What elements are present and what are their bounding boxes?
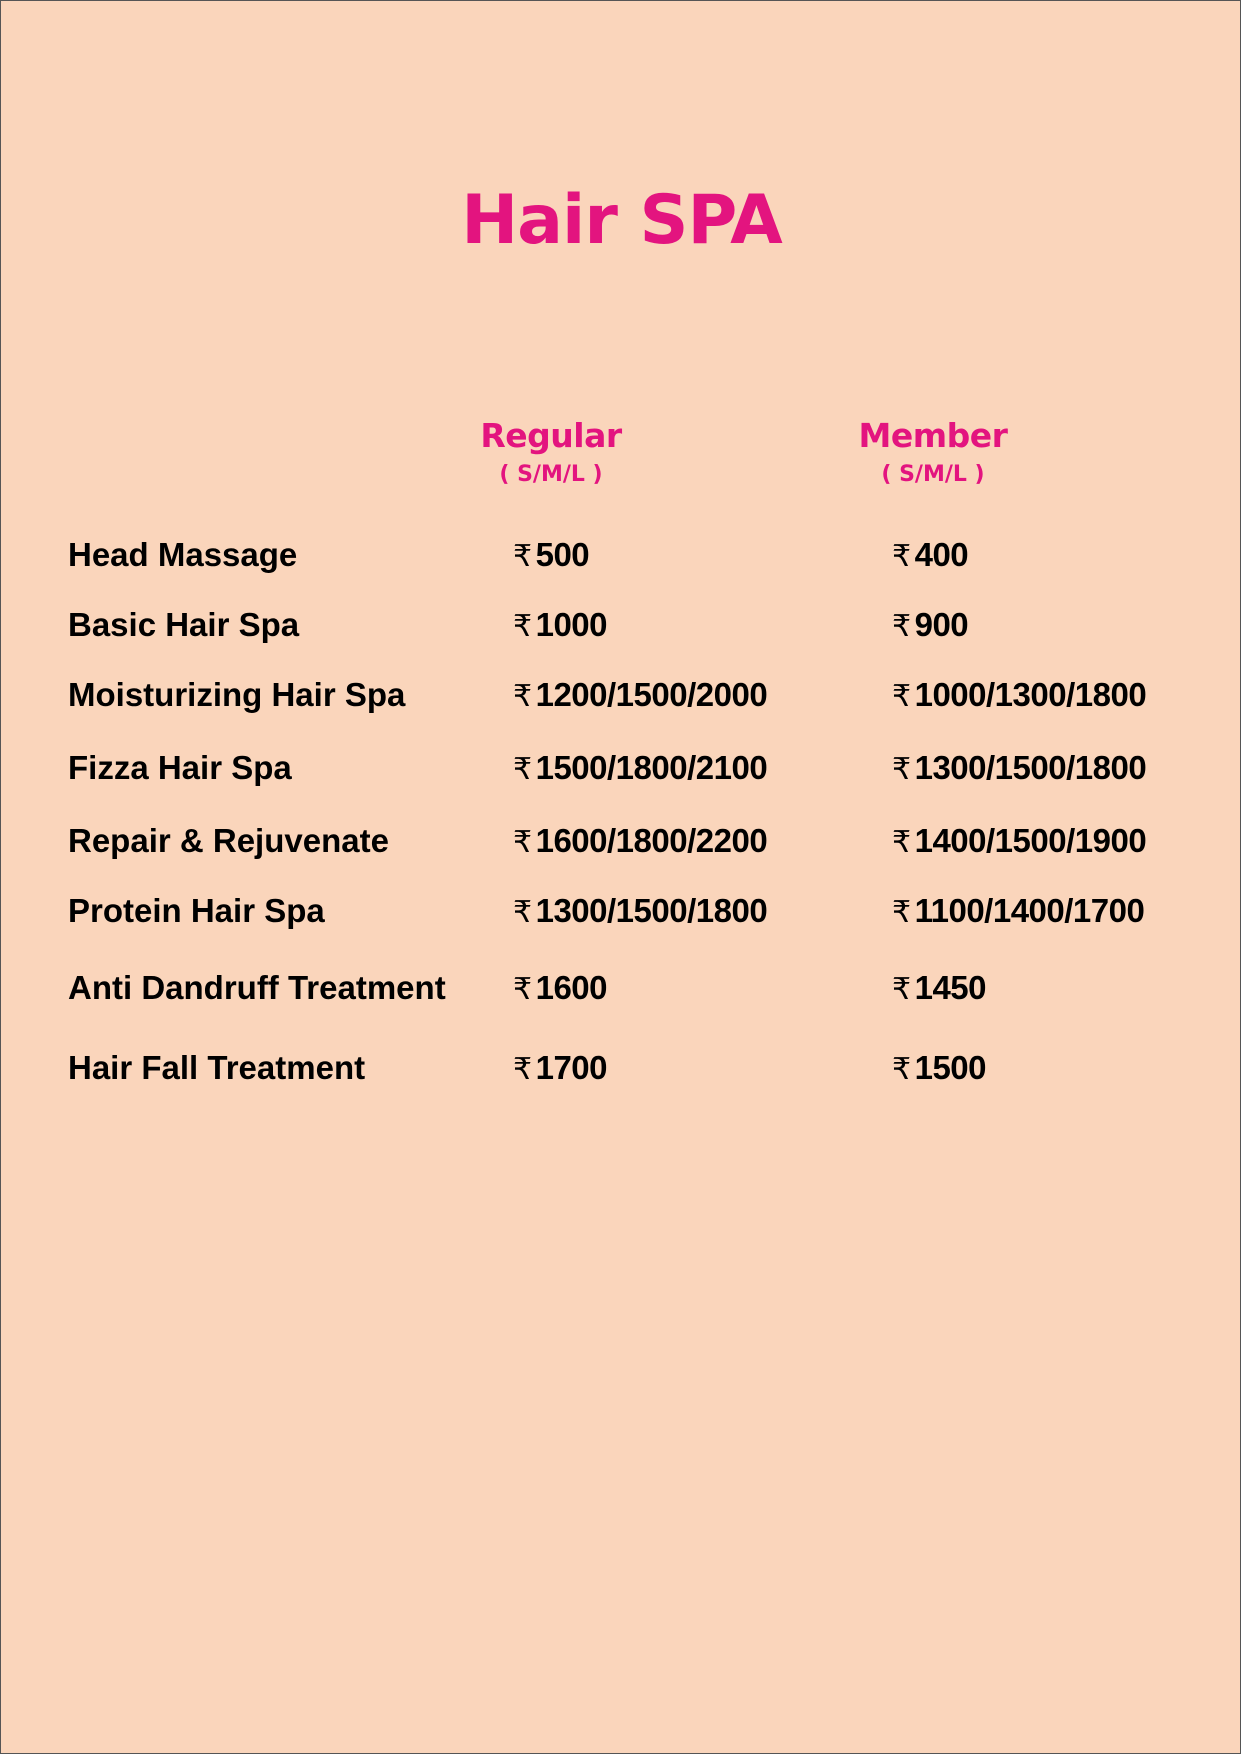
service-name: Moisturizing Hair Spa <box>68 676 406 713</box>
rupee-icon: ₹ <box>513 972 532 1007</box>
regular-price <box>513 819 767 865</box>
service-name: Repair & Rejuvenate <box>68 822 389 859</box>
rupee-icon: ₹ <box>892 895 911 930</box>
member-price <box>892 673 1146 719</box>
service-row <box>1 966 1241 1010</box>
member-price-value: 1000/1300/1800 <box>914 676 1147 713</box>
member-price <box>892 966 986 1012</box>
service-name: Anti Dandruff Treatment <box>68 969 446 1006</box>
member-price-value: 1100/1400/1700 <box>914 892 1145 929</box>
regular-price <box>513 673 767 719</box>
service-row <box>1 1046 1241 1090</box>
service-name: Basic Hair Spa <box>68 606 300 643</box>
column-label-regular: Regular <box>480 416 622 455</box>
regular-price-value: 1500/1800/2100 <box>535 749 768 786</box>
rupee-icon: ₹ <box>892 539 911 574</box>
member-price-value: 400 <box>914 536 969 573</box>
rupee-icon: ₹ <box>513 609 532 644</box>
column-header-member <box>853 416 1013 490</box>
member-price <box>892 603 968 649</box>
regular-price <box>513 603 607 649</box>
regular-price-value: 1600/1800/2200 <box>535 822 768 859</box>
service-name: Hair Fall Treatment <box>68 1049 366 1086</box>
rupee-icon: ₹ <box>513 679 532 714</box>
rupee-icon: ₹ <box>513 752 532 787</box>
member-price <box>892 819 1146 865</box>
service-row <box>1 673 1241 717</box>
service-row <box>1 889 1241 933</box>
regular-price <box>513 533 589 579</box>
member-price <box>892 1046 986 1092</box>
member-price <box>892 746 1146 792</box>
regular-price <box>513 966 607 1012</box>
rupee-icon: ₹ <box>892 679 911 714</box>
rupee-icon: ₹ <box>892 825 911 860</box>
column-header-regular <box>471 416 631 490</box>
service-name: Protein Hair Spa <box>68 892 325 929</box>
member-price-value: 1450 <box>914 969 987 1006</box>
regular-price-value: 500 <box>535 536 590 573</box>
member-price-value: 1300/1500/1800 <box>914 749 1147 786</box>
service-row <box>1 819 1241 863</box>
page-title: Hair SPA <box>461 181 782 260</box>
column-sizes-member: ( S/M/L ) <box>881 462 985 487</box>
member-price <box>892 533 968 579</box>
regular-price <box>513 1046 607 1092</box>
regular-price-value: 1600 <box>535 969 608 1006</box>
regular-price-value: 1700 <box>535 1049 608 1086</box>
member-price <box>892 889 1144 935</box>
service-name: Head Massage <box>68 536 298 573</box>
member-price-value: 1400/1500/1900 <box>914 822 1147 859</box>
rupee-icon: ₹ <box>892 609 911 644</box>
rupee-icon: ₹ <box>513 539 532 574</box>
regular-price-value: 1200/1500/2000 <box>535 676 768 713</box>
service-row <box>1 746 1241 790</box>
service-row <box>1 603 1241 647</box>
rupee-icon: ₹ <box>513 895 532 930</box>
member-price-value: 1500 <box>914 1049 987 1086</box>
rupee-icon: ₹ <box>892 972 911 1007</box>
rupee-icon: ₹ <box>892 1052 911 1087</box>
column-sizes-regular: ( S/M/L ) <box>499 462 603 487</box>
rupee-icon: ₹ <box>513 1052 532 1087</box>
service-name: Fizza Hair Spa <box>68 749 292 786</box>
service-row <box>1 533 1241 577</box>
regular-price <box>513 746 767 792</box>
rupee-icon: ₹ <box>513 825 532 860</box>
rupee-icon: ₹ <box>892 752 911 787</box>
column-label-member: Member <box>858 416 1008 455</box>
regular-price-value: 1000 <box>535 606 608 643</box>
regular-price-value: 1300/1500/1800 <box>535 892 768 929</box>
member-price-value: 900 <box>914 606 969 643</box>
regular-price <box>513 889 767 935</box>
